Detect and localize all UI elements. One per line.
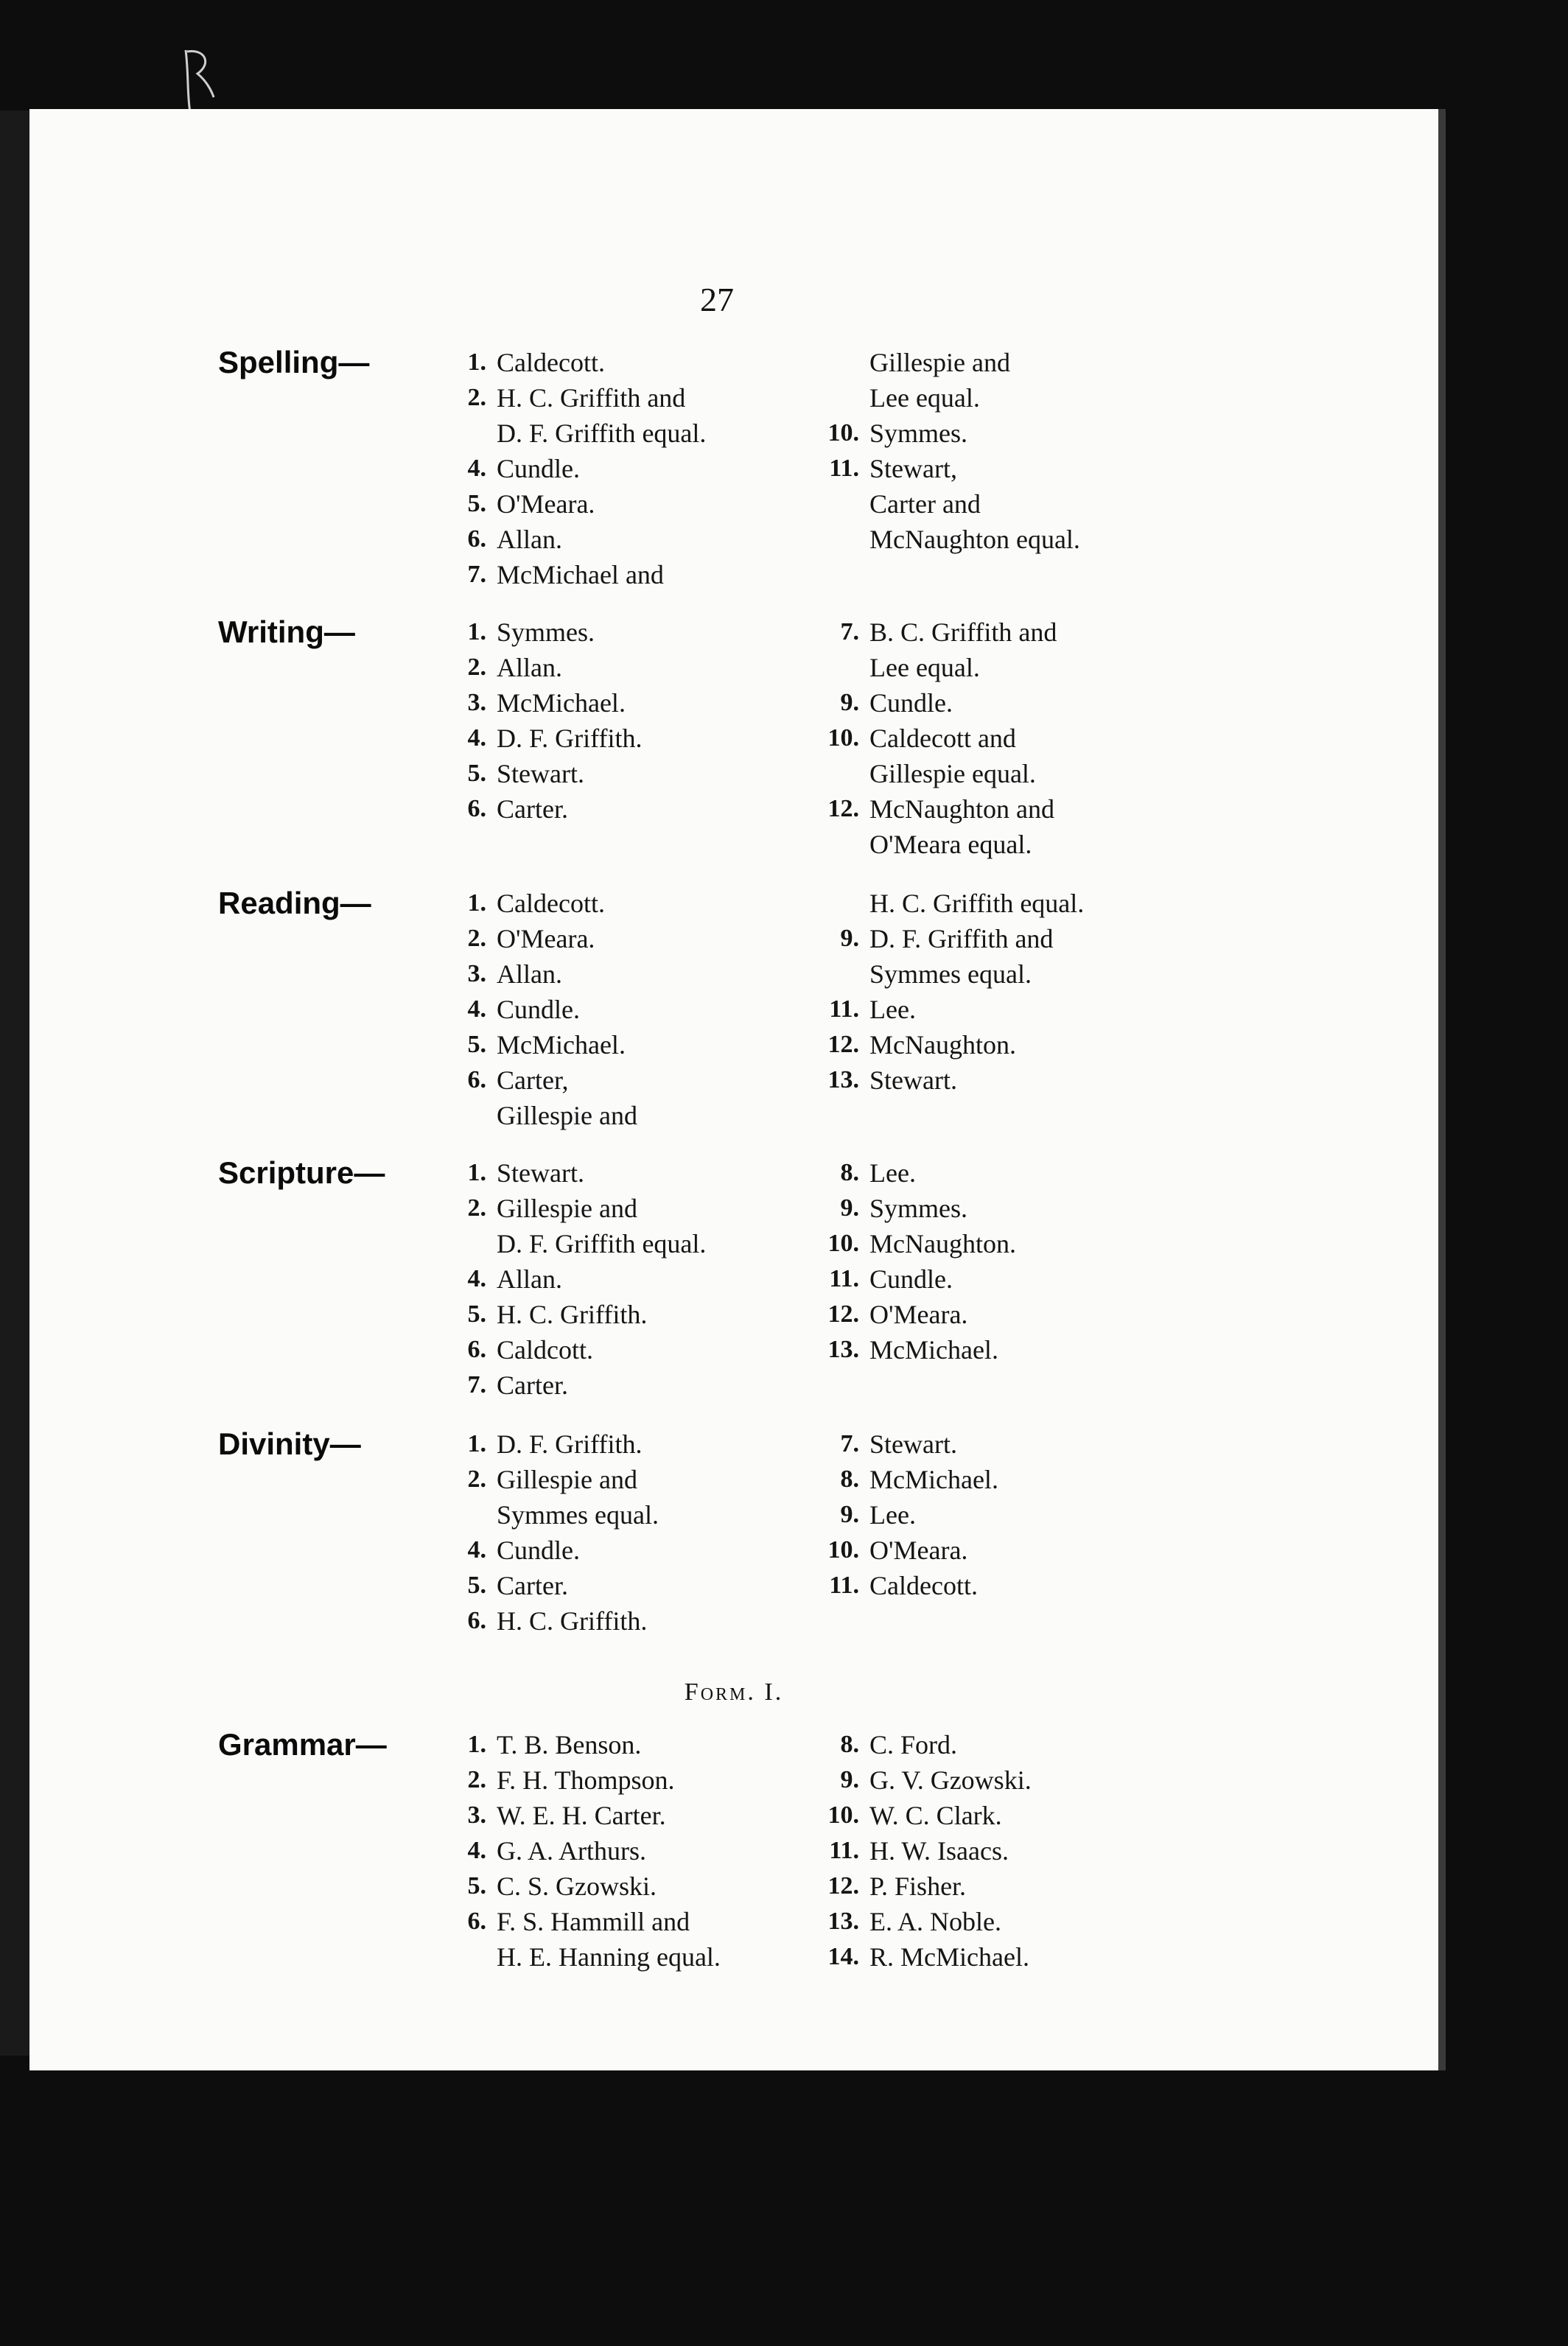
page-number: 27 <box>700 281 734 318</box>
document-page <box>29 109 1446 2070</box>
rank-number: 5. <box>467 760 486 787</box>
rank-number: 12. <box>827 1031 859 1058</box>
student-name: E. A. Noble. <box>869 1907 1001 1936</box>
student-name: Lee. <box>869 995 916 1024</box>
rank-number: 11. <box>829 1572 859 1599</box>
student-name: Lee. <box>869 1158 916 1188</box>
student-name: W. C. Clark. <box>869 1801 1002 1830</box>
rank-number: 4. <box>467 724 486 752</box>
student-name: Allan. <box>497 653 562 682</box>
rank-number: 2. <box>467 654 486 681</box>
rank-number: 5. <box>467 1572 486 1599</box>
student-name: Carter. <box>497 1571 568 1600</box>
rank-number: 6. <box>467 1607 486 1634</box>
rank-number: 6. <box>467 1336 486 1363</box>
rank-number: 4. <box>467 995 486 1023</box>
rank-number: 1. <box>467 1159 486 1186</box>
student-name: G. A. Arthurs. <box>497 1836 647 1866</box>
rank-number: 13. <box>827 1066 859 1093</box>
student-name: Symmes. <box>869 1194 968 1223</box>
rank-number: 7. <box>840 1430 859 1457</box>
student-name: Lee equal. <box>869 653 980 682</box>
rank-number: 4. <box>467 1536 486 1564</box>
rank-number: 9. <box>840 689 859 716</box>
rank-number: 2. <box>467 1194 486 1222</box>
rank-number: 2. <box>467 1466 486 1493</box>
student-name: D. F. Griffith and <box>869 924 1054 953</box>
rank-number: 9. <box>840 1766 859 1793</box>
student-name: B. C. Griffith and <box>869 617 1057 647</box>
subject-heading: Divinity— <box>218 1426 361 1461</box>
rank-number: 11. <box>829 995 859 1023</box>
student-name: O'Meara equal. <box>869 830 1032 859</box>
student-name: Stewart. <box>869 1429 957 1459</box>
rank-number: 9. <box>840 925 859 952</box>
student-name: D. F. Griffith equal. <box>497 1229 707 1258</box>
student-name: Symmes equal. <box>869 959 1032 989</box>
student-name: Symmes. <box>497 617 595 647</box>
rank-number: 4. <box>467 1837 486 1864</box>
student-name: McNaughton equal. <box>869 525 1080 554</box>
student-name: D. F. Griffith equal. <box>497 419 707 448</box>
student-name: McMichael. <box>869 1335 998 1365</box>
student-name: McMichael. <box>497 1030 626 1060</box>
rank-number: 9. <box>840 1501 859 1528</box>
rank-number: 2. <box>467 1766 486 1793</box>
rank-number: 5. <box>467 1031 486 1058</box>
student-name: Lee. <box>869 1500 916 1530</box>
student-name: P. Fisher. <box>869 1871 967 1901</box>
student-name: Carter, <box>497 1065 569 1095</box>
rank-number: 10. <box>827 1536 859 1564</box>
subject-heading: Writing— <box>218 614 355 649</box>
rank-number: 9. <box>840 1194 859 1222</box>
student-name: Caldecott and <box>869 724 1016 753</box>
student-name: R. McMichael. <box>869 1942 1029 1972</box>
rank-number: 10. <box>827 1230 859 1257</box>
rank-number: 12. <box>827 795 859 822</box>
rank-number: 12. <box>827 1872 859 1899</box>
student-name: McMichael. <box>869 1465 998 1494</box>
student-name: Caldecott. <box>869 1571 978 1600</box>
student-name: Stewart. <box>497 1158 584 1188</box>
student-name: G. V. Gzowski. <box>869 1765 1032 1795</box>
student-name: H. E. Hanning equal. <box>497 1942 721 1972</box>
student-name: Gillespie equal. <box>869 759 1036 788</box>
student-name: Allan. <box>497 1264 562 1294</box>
student-name: Carter. <box>497 794 568 824</box>
student-name: O'Meara. <box>869 1300 968 1329</box>
student-name: D. F. Griffith. <box>497 1429 643 1459</box>
student-name: McNaughton and <box>869 794 1054 824</box>
rank-number: 6. <box>467 1908 486 1935</box>
student-name: F. S. Hammill and <box>497 1907 690 1936</box>
student-name: Caldecott. <box>497 889 605 918</box>
student-name: Carter and <box>869 489 981 519</box>
book-spine <box>0 111 33 2056</box>
rank-number: 1. <box>467 1430 486 1457</box>
student-name: Symmes. <box>869 419 968 448</box>
student-name: Cundle. <box>497 1536 580 1565</box>
rank-number: 4. <box>467 455 486 482</box>
rank-number: 11. <box>829 1837 859 1864</box>
student-name: Stewart, <box>869 454 957 483</box>
student-name: Gillespie and <box>869 348 1010 377</box>
rank-number: 8. <box>840 1466 859 1493</box>
student-name: O'Meara. <box>497 924 595 953</box>
student-name: Gillespie and <box>497 1194 637 1223</box>
rank-number: 1. <box>467 618 486 645</box>
student-name: H. C. Griffith equal. <box>869 889 1085 918</box>
student-name: Carter. <box>497 1370 568 1400</box>
student-name: F. H. Thompson. <box>497 1765 675 1795</box>
student-name: H. C. Griffith. <box>497 1300 648 1329</box>
rank-number: 11. <box>829 1265 859 1292</box>
student-name: C. Ford. <box>869 1730 958 1760</box>
student-name: Caldcott. <box>497 1335 593 1365</box>
student-name: Cundle. <box>497 454 580 483</box>
rank-number: 10. <box>827 419 859 447</box>
student-name: H. C. Griffith and <box>497 383 686 413</box>
subject-heading: Grammar— <box>218 1727 387 1762</box>
rank-number: 11. <box>829 455 859 482</box>
rank-number: 13. <box>827 1908 859 1935</box>
student-name: T. B. Benson. <box>497 1730 642 1760</box>
rank-number: 7. <box>467 561 486 588</box>
rank-number: 10. <box>827 1801 859 1829</box>
student-name: McMichael. <box>497 688 626 718</box>
rank-number: 7. <box>840 618 859 645</box>
rank-number: 1. <box>467 349 486 376</box>
rank-number: 13. <box>827 1336 859 1363</box>
subject-heading: Spelling— <box>218 345 370 379</box>
rank-number: 6. <box>467 525 486 553</box>
student-name: McNaughton. <box>869 1030 1016 1060</box>
pencil-mark-icon <box>183 44 217 115</box>
form-heading: Form. I. <box>684 1678 784 1706</box>
student-name: Stewart. <box>497 759 584 788</box>
student-name: C. S. Gzowski. <box>497 1871 657 1901</box>
rank-number: 7. <box>467 1371 486 1398</box>
student-name: Cundle. <box>869 688 953 718</box>
student-name: Allan. <box>497 959 562 989</box>
student-name: Cundle. <box>497 995 580 1024</box>
student-name: McNaughton. <box>869 1229 1016 1258</box>
rank-number: 5. <box>467 490 486 517</box>
rank-number: 10. <box>827 724 859 752</box>
rank-number: 12. <box>827 1300 859 1328</box>
subject-heading: Reading— <box>218 886 371 920</box>
rank-number: 1. <box>467 889 486 917</box>
rank-number: 1. <box>467 1731 486 1758</box>
rank-number: 3. <box>467 689 486 716</box>
student-name: O'Meara. <box>497 489 595 519</box>
student-name: O'Meara. <box>869 1536 968 1565</box>
rank-number: 5. <box>467 1300 486 1328</box>
subject-heading: Scripture— <box>218 1155 385 1190</box>
rank-number: 8. <box>840 1159 859 1186</box>
student-name: Gillespie and <box>497 1465 637 1494</box>
rank-number: 14. <box>827 1943 859 1970</box>
student-name: Caldecott. <box>497 348 605 377</box>
student-name: Cundle. <box>869 1264 953 1294</box>
student-name: Gillespie and <box>497 1101 637 1130</box>
rank-number: 2. <box>467 925 486 952</box>
student-name: W. E. H. Carter. <box>497 1801 666 1830</box>
rank-number: 2. <box>467 384 486 411</box>
student-name: Allan. <box>497 525 562 554</box>
student-name: Lee equal. <box>869 383 980 413</box>
rank-number: 8. <box>840 1731 859 1758</box>
rank-number: 4. <box>467 1265 486 1292</box>
rank-number: 5. <box>467 1872 486 1899</box>
rank-number: 6. <box>467 1066 486 1093</box>
rank-number: 3. <box>467 960 486 987</box>
student-name: H. C. Griffith. <box>497 1606 648 1636</box>
student-name: McMichael and <box>497 560 664 589</box>
rank-number: 6. <box>467 795 486 822</box>
student-name: Stewart. <box>869 1065 957 1095</box>
rank-number: 3. <box>467 1801 486 1829</box>
student-name: H. W. Isaacs. <box>869 1836 1009 1866</box>
student-name: D. F. Griffith. <box>497 724 643 753</box>
student-name: Symmes equal. <box>497 1500 659 1530</box>
